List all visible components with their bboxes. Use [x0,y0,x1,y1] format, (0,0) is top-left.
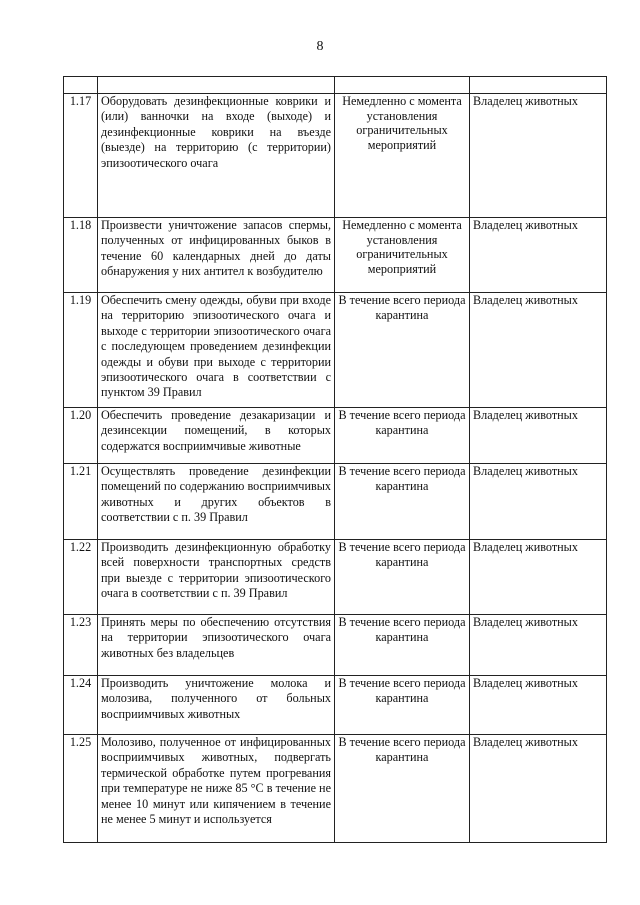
row-term: В течение всего периода карантина [335,540,470,615]
row-number: 1.19 [64,293,98,408]
measures-table [63,76,607,843]
row-number: 1.18 [64,218,98,293]
table-row [64,540,607,615]
row-number: 1.24 [64,676,98,735]
table-row [64,615,607,676]
table-row [64,218,607,293]
table-header-strip [64,77,607,94]
row-responsible: Владелец животных [470,464,607,540]
row-action: Производить уничтожение молока и молозива, полученного от больных восприимчивых животных [98,676,335,735]
row-term: В течение всего периода карантина [335,615,470,676]
row-action: Оборудовать дезинфекционные коврики и (или) ванночки на входе (выходе) и дезинфекционные коврики на въезде (выезде) на территорию (с территории) эпизоотического очага [98,94,335,218]
row-term: Немедленно с момента установления ограничительных мероприятий [335,218,470,293]
row-action: Осуществлять проведение дезинфекции помещений по содержанию восприимчивых животных и других объектов в соответствии с п. 39 Правил [98,464,335,540]
row-number: 1.21 [64,464,98,540]
table-row [64,293,607,408]
row-number: 1.17 [64,94,98,218]
row-responsible: Владелец животных [470,735,607,843]
row-responsible: Владелец животных [470,408,607,464]
row-action: Молозиво, полученное от инфицированных восприимчивых животных, подвергать термической обработке путем прогревания при температуре не ниже 85 °С в течение не менее 10 минут или кипячением в течение не менее 5 минут и используется [98,735,335,843]
row-number: 1.20 [64,408,98,464]
row-term: В течение всего периода карантина [335,293,470,408]
table-row [64,94,607,218]
table-row [64,676,607,735]
row-action: Обеспечить смену одежды, обуви при входе на территорию эпизоотического очага и выходе с территории эпизоотического очага с последующем проведением дезинфекции одежды и обуви при выходе с территории эпизоотического очага в соответствии с пунктом 39 Правил [98,293,335,408]
row-responsible: Владелец животных [470,218,607,293]
row-responsible: Владелец животных [470,293,607,408]
row-term: В течение всего периода карантина [335,408,470,464]
row-responsible: Владелец животных [470,676,607,735]
row-action: Принять меры по обеспечению отсутствия на территории эпизоотического очага животных без владельцев [98,615,335,676]
table-row [64,464,607,540]
row-responsible: Владелец животных [470,94,607,218]
row-term: В течение всего периода карантина [335,676,470,735]
row-number: 1.23 [64,615,98,676]
row-number: 1.22 [64,540,98,615]
row-responsible: Владелец животных [470,540,607,615]
row-action: Обеспечить проведение дезакаризации и дезинсекции помещений, в которых содержатся восприимчивые животные [98,408,335,464]
row-number: 1.25 [64,735,98,843]
row-responsible: Владелец животных [470,615,607,676]
page-number: 8 [316,39,324,54]
row-term: Немедленно с момента установления ограничительных мероприятий [335,94,470,218]
row-term: В течение всего периода карантина [335,464,470,540]
row-action: Производить дезинфекционную обработку всей поверхности транспортных средств при выезде с территории эпизоотического очага в соответствии с п. 39 Правил [98,540,335,615]
table-row [64,735,607,843]
row-action: Произвести уничтожение запасов спермы, полученных от инфицированных быков в течение 60 календарных дней до даты обнаружения у них антител к возбудителю [98,218,335,293]
table-row [64,408,607,464]
row-term: В течение всего периода карантина [335,735,470,843]
